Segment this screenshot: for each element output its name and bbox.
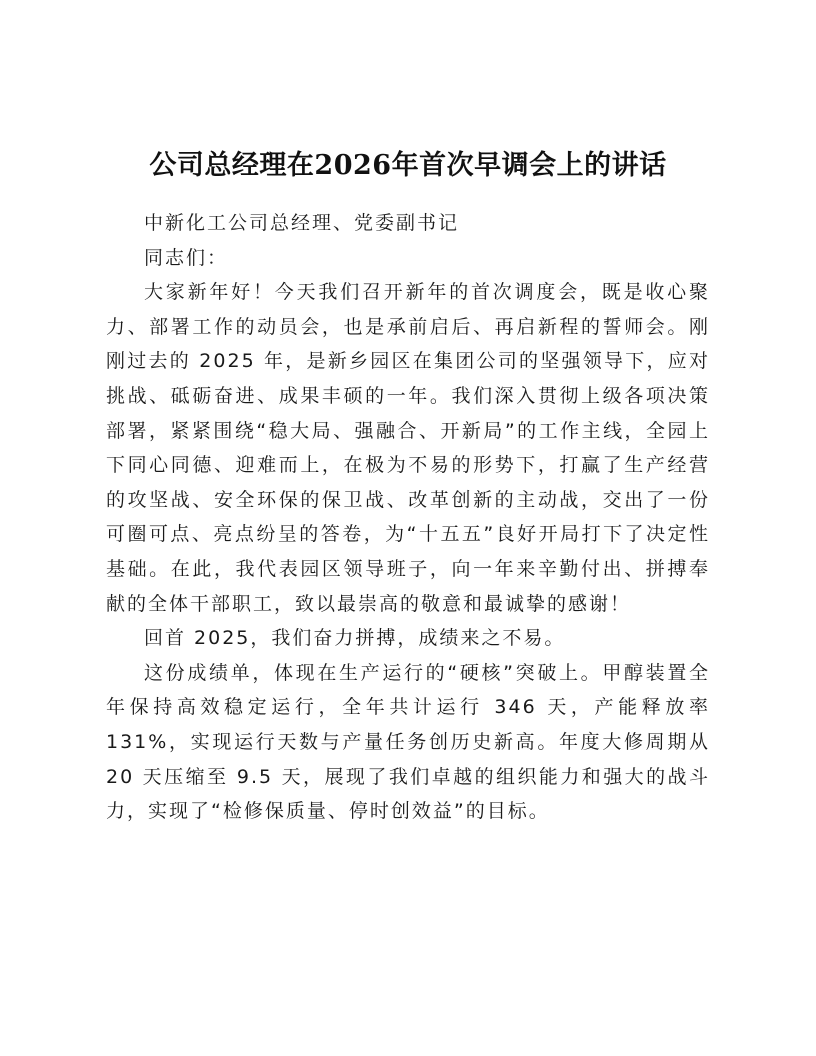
document-body <box>106 206 710 829</box>
paragraph-opening: 大家新年好！今天我们召开新年的首次调度会，既是收心聚力、部署工作的动员会，也是承前启后、再启新程的誓师会。刚刚过去的 2025 年，是新乡园区在集团公司的坚强领导下，应对挑战、砥砺奋进、成果丰硕的一年。我们深入贯彻上级各项决策部署，紧紧围绕“稳大局、强融合、开新局”的工作主线，全园上下同心同德、迎难而上，在极为不易的形势下，打赢了生产经营的攻坚战、安全环保的保卫战、改革创新的主动战，交出了一份可圈可点、亮点纷呈的答卷，为“十五五”良好开局打下了决定性基础。在此，我代表园区领导班子，向一年来辛勤付出、拼搏奉献的全体干部职工，致以最崇高的敬意和最诚挚的感谢！ <box>106 281 710 615</box>
paragraph-review: 回首 2025，我们奋力拼搏，成绩来之不易。 <box>144 627 566 650</box>
document-title: 公司总经理在2026年首次早调会上的讲话 <box>149 150 667 181</box>
author-line: 中新化工公司总经理、党委副书记 <box>144 212 460 234</box>
paragraph-production: 这份成绩单，体现在生产运行的“硬核”突破上。甲醇装置全年保持高效稳定运行，全年共计运行 346 天，产能释放率 131%，实现运行天数与产量任务创历史新高。年度大修周期从 20 天压缩至 9.5 天，展现了我们卓越的组织能力和强大的战斗力，实现了“检修保质量、停时创效益”的目标。 <box>106 661 710 823</box>
salutation: 同志们： <box>144 246 229 269</box>
